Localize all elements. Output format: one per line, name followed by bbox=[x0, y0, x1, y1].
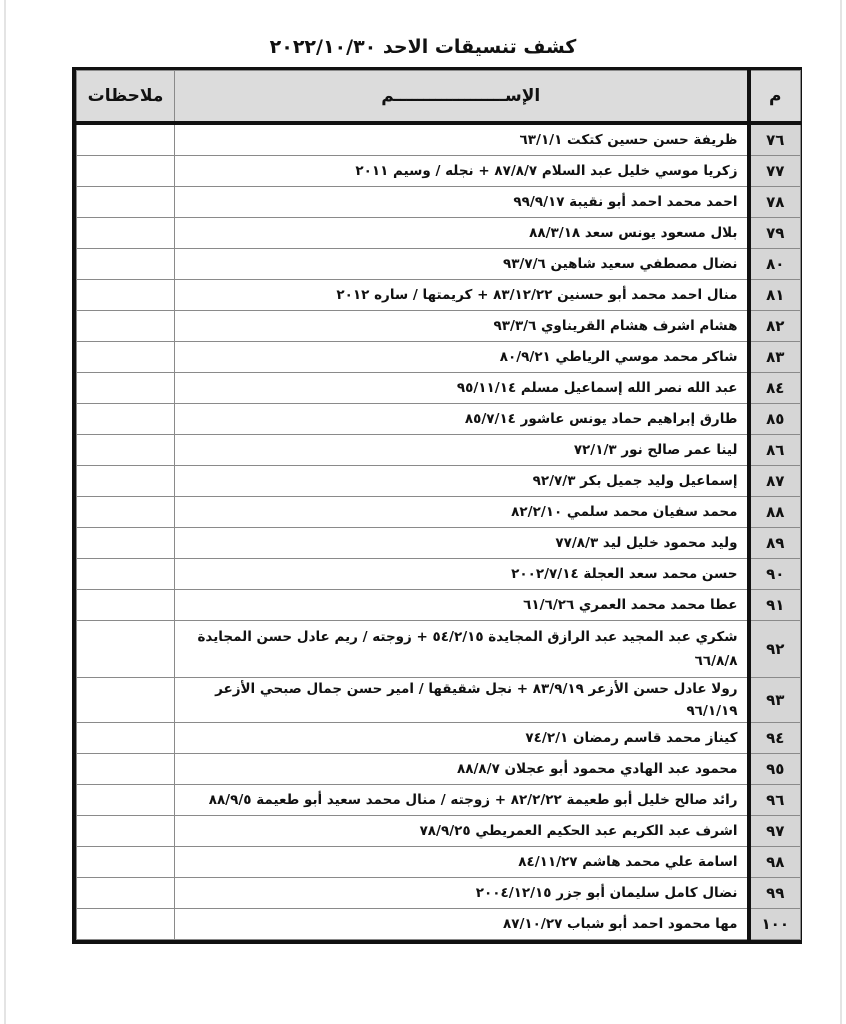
row-name: طارق إبراهيم حماد يونس عاشور ٨٥/٧/١٤ bbox=[175, 404, 749, 435]
row-notes bbox=[77, 218, 175, 249]
row-notes bbox=[77, 816, 175, 847]
table-row bbox=[77, 156, 801, 187]
row-number: ٧٩ bbox=[749, 218, 801, 249]
row-number: ٨٥ bbox=[749, 404, 801, 435]
table-row bbox=[77, 723, 801, 754]
table-row bbox=[77, 373, 801, 404]
row-name: شاكر محمد موسي الرياطي ٨٠/٩/٢١ bbox=[175, 342, 749, 373]
row-notes bbox=[77, 754, 175, 785]
table-row bbox=[77, 909, 801, 940]
row-name: محمود عبد الهادي محمود أبو عجلان ٨٨/٨/٧ bbox=[175, 754, 749, 785]
table-row bbox=[77, 497, 801, 528]
row-notes bbox=[77, 847, 175, 878]
table-row bbox=[77, 311, 801, 342]
page-edge-left bbox=[4, 0, 6, 1024]
row-number: ٩٥ bbox=[749, 754, 801, 785]
table-row bbox=[77, 678, 801, 723]
row-notes bbox=[77, 878, 175, 909]
page-title: كشف تنسيقات الاحد ٢٠٢٢/١٠/٣٠ bbox=[269, 36, 577, 58]
row-number: ١٠٠ bbox=[749, 909, 801, 940]
row-number: ٨٩ bbox=[749, 528, 801, 559]
row-notes bbox=[77, 621, 175, 678]
row-number: ٩٣ bbox=[749, 678, 801, 723]
row-number: ٨٢ bbox=[749, 311, 801, 342]
row-name: كيناز محمد قاسم رمضان ٧٤/٢/١ bbox=[175, 723, 749, 754]
row-name: منال احمد محمد أبو حسنين ٨٣/١٢/٢٢ + كريمتها / ساره ٢٠١٢ bbox=[175, 280, 749, 311]
row-number: ٨١ bbox=[749, 280, 801, 311]
table-row bbox=[77, 847, 801, 878]
row-notes bbox=[77, 311, 175, 342]
table-row bbox=[77, 187, 801, 218]
table-row bbox=[77, 249, 801, 280]
row-name: بلال مسعود يونس سعد ٨٨/٣/١٨ bbox=[175, 218, 749, 249]
row-name: نضال مصطفي سعيد شاهين ٩٣/٧/٦ bbox=[175, 249, 749, 280]
table-row bbox=[77, 816, 801, 847]
header-number: م bbox=[749, 71, 801, 124]
row-number: ٩٠ bbox=[749, 559, 801, 590]
row-notes bbox=[77, 280, 175, 311]
row-name: هشام اشرف هشام القريناوي ٩٣/٣/٦ bbox=[175, 311, 749, 342]
row-name: اشرف عبد الكريم عبد الحكيم العمريطي ٧٨/٩/٢٥ bbox=[175, 816, 749, 847]
row-number: ٧٦ bbox=[749, 123, 801, 156]
row-number: ٩١ bbox=[749, 590, 801, 621]
row-notes bbox=[77, 404, 175, 435]
header-name: الإســـــــــــــــــــم bbox=[175, 71, 749, 124]
row-notes bbox=[77, 559, 175, 590]
table-row bbox=[77, 280, 801, 311]
table-row bbox=[77, 123, 801, 156]
row-notes bbox=[77, 435, 175, 466]
row-number: ٨٦ bbox=[749, 435, 801, 466]
table-row bbox=[77, 466, 801, 497]
row-number: ٩٨ bbox=[749, 847, 801, 878]
row-name: رائد صالح خليل أبو طعيمة ٨٢/٢/٢٢ + زوجته / منال محمد سعيد أبو طعيمة ٨٨/٩/٥ bbox=[175, 785, 749, 816]
row-notes bbox=[77, 249, 175, 280]
table-row bbox=[77, 528, 801, 559]
row-name: شكري عبد المجيد عبد الرازق المجايدة ٥٤/٢/١٥ + زوجته / ريم عادل حسن المجايدة ٦٦/٨/٨ bbox=[175, 621, 749, 678]
row-name: محمد سفيان محمد سلمي ٨٢/٢/١٠ bbox=[175, 497, 749, 528]
row-notes bbox=[77, 678, 175, 723]
row-name: إسماعيل وليد جميل بكر ٩٢/٧/٣ bbox=[175, 466, 749, 497]
row-notes bbox=[77, 723, 175, 754]
row-name: مها محمود احمد أبو شباب ٨٧/١٠/٢٧ bbox=[175, 909, 749, 940]
row-notes bbox=[77, 909, 175, 940]
row-name: رولا عادل حسن الأزعر ٨٣/٩/١٩ + نجل شقيقها / امير حسن جمال صبحي الأزعر ٩٦/١/١٩ bbox=[175, 678, 749, 723]
row-notes bbox=[77, 466, 175, 497]
table-row bbox=[77, 785, 801, 816]
row-name: نضال كامل سليمان أبو جزر ٢٠٠٤/١٢/١٥ bbox=[175, 878, 749, 909]
row-name: لينا عمر صالح نور ٧٢/١/٣ bbox=[175, 435, 749, 466]
row-number: ٩٤ bbox=[749, 723, 801, 754]
row-name: اسامة علي محمد هاشم ٨٤/١١/٢٧ bbox=[175, 847, 749, 878]
table-row bbox=[77, 404, 801, 435]
row-notes bbox=[77, 187, 175, 218]
row-number: ٨٠ bbox=[749, 249, 801, 280]
row-number: ٨٣ bbox=[749, 342, 801, 373]
row-number: ٩٦ bbox=[749, 785, 801, 816]
row-notes bbox=[77, 156, 175, 187]
header-row bbox=[77, 71, 801, 124]
row-number: ٨٨ bbox=[749, 497, 801, 528]
table-row bbox=[77, 878, 801, 909]
table-row bbox=[77, 621, 801, 678]
row-notes bbox=[77, 528, 175, 559]
row-name: زكريا موسي خليل عبد السلام ٨٧/٨/٧ + نجله / وسيم ٢٠١١ bbox=[175, 156, 749, 187]
row-name: عبد الله نصر الله إسماعيل مسلم ٩٥/١١/١٤ bbox=[175, 373, 749, 404]
row-number: ٧٨ bbox=[749, 187, 801, 218]
page-edge-right bbox=[840, 0, 842, 1024]
row-notes bbox=[77, 785, 175, 816]
row-number: ٩٢ bbox=[749, 621, 801, 678]
row-notes bbox=[77, 373, 175, 404]
row-notes bbox=[77, 590, 175, 621]
table-row bbox=[77, 559, 801, 590]
row-notes bbox=[77, 123, 175, 156]
row-number: ٩٩ bbox=[749, 878, 801, 909]
row-number: ٧٧ bbox=[749, 156, 801, 187]
row-notes bbox=[77, 497, 175, 528]
row-number: ٨٤ bbox=[749, 373, 801, 404]
header-notes: ملاحظات bbox=[77, 71, 175, 124]
row-name: وليد محمود خليل ليد ٧٧/٨/٣ bbox=[175, 528, 749, 559]
row-notes bbox=[77, 342, 175, 373]
table-row bbox=[77, 754, 801, 785]
row-number: ٩٧ bbox=[749, 816, 801, 847]
roster-table bbox=[72, 67, 802, 944]
table-row bbox=[77, 218, 801, 249]
row-number: ٨٧ bbox=[749, 466, 801, 497]
row-name: حسن محمد سعد العجلة ٢٠٠٢/٧/١٤ bbox=[175, 559, 749, 590]
row-name: احمد محمد احمد أبو نقيبة ٩٩/٩/١٧ bbox=[175, 187, 749, 218]
table-row bbox=[77, 342, 801, 373]
table-row bbox=[77, 435, 801, 466]
row-name: ظريفة حسن حسين كتكت ٦٣/١/١ bbox=[175, 123, 749, 156]
table-row bbox=[77, 590, 801, 621]
row-name: عطا محمد محمد العمري ٦١/٦/٢٦ bbox=[175, 590, 749, 621]
